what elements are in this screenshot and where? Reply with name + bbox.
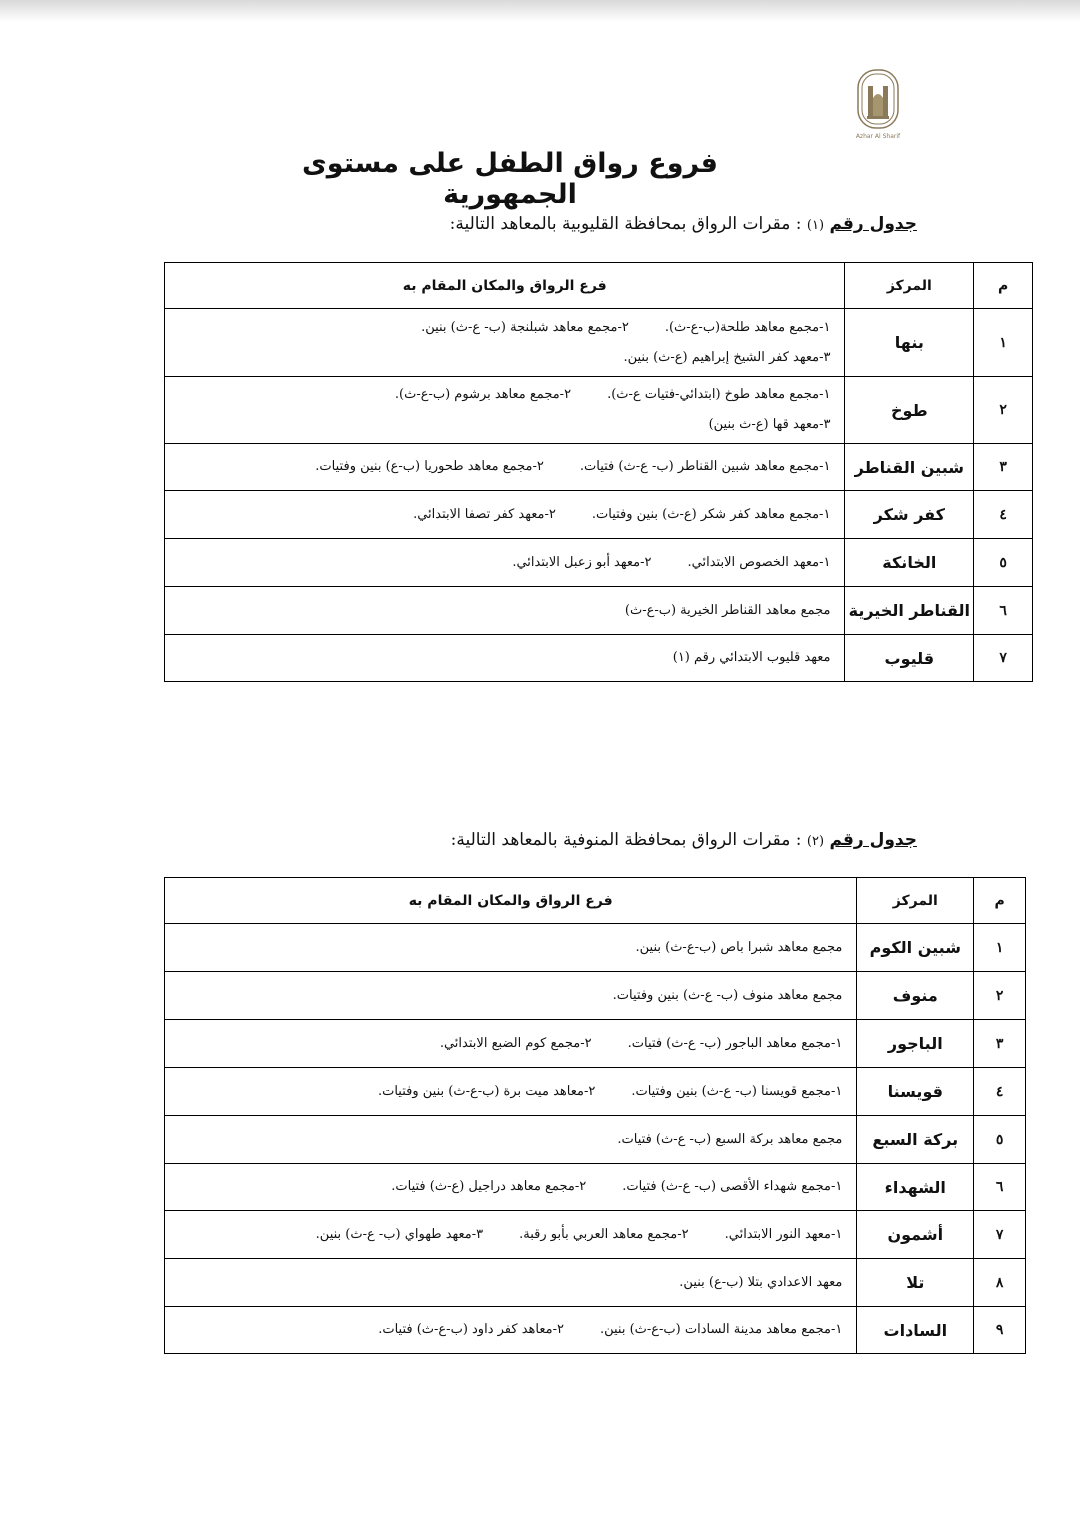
svg-text:Azhar Al Sharif: Azhar Al Sharif <box>855 133 901 140</box>
branch-item: مجمع معاهد بركة السبع (ب- ع-ث) فتيات. <box>617 1131 843 1147</box>
header-num: م <box>974 878 1026 924</box>
row-number: ١ <box>974 309 1033 377</box>
branch-cell <box>165 1068 857 1116</box>
table-menoufia <box>164 877 1026 1354</box>
table-row <box>165 1259 1026 1307</box>
al-azhar-logo <box>854 68 902 142</box>
table1-caption-label: جدول رقم <box>829 214 917 234</box>
branch-line <box>165 981 842 1011</box>
branch-cell <box>165 1259 857 1307</box>
row-number: ٧ <box>974 635 1033 682</box>
branch-cell <box>165 1020 857 1068</box>
center-name: بنها <box>845 309 974 377</box>
branch-item: ٢-مجمع معاهد برشوم (ب-ع-ث). <box>394 387 572 402</box>
branch-line <box>165 596 830 626</box>
branch-item: معهد قليوب الابتدائي رقم (١) <box>672 650 831 665</box>
table-row <box>165 1307 1026 1354</box>
table-row <box>165 924 1026 972</box>
center-name: كفر شكر <box>845 491 974 539</box>
branch-cell <box>165 539 845 587</box>
row-number: ٦ <box>974 587 1033 635</box>
table-row <box>165 587 1033 635</box>
center-name: القناطر الخيرية <box>845 587 974 635</box>
row-number: ٣ <box>974 1020 1026 1068</box>
branch-line <box>165 1220 842 1250</box>
branch-cell <box>165 377 845 444</box>
branch-cell <box>165 309 845 377</box>
table-row <box>165 972 1026 1020</box>
center-name: أشمون <box>857 1211 974 1259</box>
table-row <box>165 1068 1026 1116</box>
table-row <box>165 377 1033 444</box>
branch-item: ٢-معهد كفر تصفا الابتدائي. <box>413 506 556 522</box>
branch-cell <box>165 1116 857 1164</box>
table-row <box>165 444 1033 491</box>
branch-item: مجمع معاهد شبرا باص (ب-ع-ث) بنين. <box>635 939 843 955</box>
row-number: ٤ <box>974 491 1033 539</box>
table-row <box>165 539 1033 587</box>
row-number: ٢ <box>974 377 1033 444</box>
table-qalyubia <box>164 262 1033 682</box>
center-name: بركة السبع <box>857 1116 974 1164</box>
branch-item: ١-مجمع معاهد شبين القناطر (ب- ع-ث) فتيات. <box>579 459 831 474</box>
center-name: شبين القناطر <box>845 444 974 491</box>
row-number: ١ <box>974 924 1026 972</box>
table-row <box>165 1020 1026 1068</box>
branch-line <box>165 1172 842 1202</box>
branch-line <box>165 933 842 963</box>
branch-line: ٣-معهد قها (ع-ث بنين) <box>708 417 831 432</box>
table2-caption-label: جدول رقم <box>829 830 917 850</box>
table2-caption-number: (٢) <box>806 834 825 849</box>
branch-item: ٢-مجمع معاهد طحوريا (ب-ع) بنين وفتيات. <box>315 459 544 474</box>
branch-cell <box>165 444 845 491</box>
branch-item: ١-مجمع قويسنا (ب- ع-ث) بنين وفتيات. <box>631 1083 843 1099</box>
branch-line <box>165 313 830 343</box>
branch-line: ٣-معهد كفر الشيخ إبراهيم (ع-ث) بنين. <box>623 349 831 365</box>
header-center: المركز <box>845 263 974 309</box>
branch-line <box>165 1315 842 1345</box>
row-number: ٩ <box>974 1307 1026 1354</box>
page-title: فروع رواق الطفل على مستوى الجمهورية <box>302 148 718 210</box>
branch-item: معهد الاعدادي بتلا (ب-ع) بنين. <box>679 1274 843 1290</box>
branch-cell <box>165 1164 857 1211</box>
branch-line <box>165 452 830 482</box>
branch-cell <box>165 924 857 972</box>
branch-cell <box>165 635 845 682</box>
branch-item: ٢-مجمع معاهد العربي بأبو رقبة. <box>519 1226 689 1242</box>
branch-item: ٢-مجمع كوم الضبع الابتدائي. <box>439 1035 592 1051</box>
center-name: طوخ <box>845 377 974 444</box>
center-name: شبين الكوم <box>857 924 974 972</box>
branch-line <box>165 500 830 530</box>
center-name: الخانكة <box>845 539 974 587</box>
branch-item: مجمع معاهد منوف (ب- ع-ث) بنين وفتيات. <box>612 987 843 1003</box>
branch-item: ١-مجمع معاهد مدينة السادات (ب-ع-ث) بنين. <box>599 1322 843 1337</box>
table-row <box>165 1164 1026 1211</box>
branch-cell <box>165 1307 857 1354</box>
branch-cell <box>165 972 857 1020</box>
branch-item: ١-مجمع معاهد طلحة(ب-ع-ث). <box>664 319 831 335</box>
header-branch: فرع الرواق والمكان المقام به <box>165 878 857 924</box>
center-name: تلا <box>857 1259 974 1307</box>
branch-item: ١-معهد الخصوص الابتدائي. <box>687 554 831 570</box>
table-row <box>165 309 1033 377</box>
branch-item: ١-مجمع معاهد طوخ (ابتدائي-فتيات ع-ث). <box>607 387 831 402</box>
table2-caption <box>451 830 917 850</box>
row-number: ٢ <box>974 972 1026 1020</box>
row-number: ٦ <box>974 1164 1026 1211</box>
center-name: الشهداء <box>857 1164 974 1211</box>
header-branch: فرع الرواق والمكان المقام به <box>165 263 845 309</box>
table-header-row <box>165 263 1033 309</box>
branch-item: ٢-معاهد كفر داود (ب-ع-ث) فتيات. <box>378 1322 564 1337</box>
center-name: الباجور <box>857 1020 974 1068</box>
header-center: المركز <box>857 878 974 924</box>
branch-line <box>165 643 830 673</box>
branch-line <box>165 380 830 410</box>
table-row <box>165 491 1033 539</box>
top-shadow <box>0 0 1080 22</box>
branch-line <box>165 1029 842 1059</box>
branch-item: ٢-معهد أبو زعبل الابتدائي. <box>512 554 652 570</box>
center-name: منوف <box>857 972 974 1020</box>
table2-caption-text: : مقرات الرواق بمحافظة المنوفية بالمعاهد التالية: <box>450 830 802 850</box>
branch-item: ١-مجمع معاهد كفر شكر (ع-ث) بنين وفتيات. <box>591 506 831 522</box>
center-name: قويسنا <box>857 1068 974 1116</box>
row-number: ٥ <box>974 539 1033 587</box>
branch-cell <box>165 491 845 539</box>
branch-item: ٢-معاهد ميت برة (ب-ع-ث) بنين وفتيات. <box>377 1083 596 1099</box>
table-row <box>165 1116 1026 1164</box>
branch-item: مجمع معاهد القناطر الخيرية (ب-ع-ث) <box>624 602 831 618</box>
table-row <box>165 635 1033 682</box>
branch-line <box>165 548 830 578</box>
row-number: ٥ <box>974 1116 1026 1164</box>
center-name: السادات <box>857 1307 974 1354</box>
row-number: ٨ <box>974 1259 1026 1307</box>
branch-item: ٢-مجمع معاهد شبلنجة (ب- ع-ث) بنين. <box>421 319 629 335</box>
branch-line <box>165 1077 842 1107</box>
branch-item: ١-مجمع معاهد الباجور (ب- ع-ث) فتيات. <box>627 1035 843 1051</box>
row-number: ٤ <box>974 1068 1026 1116</box>
table1-caption <box>450 214 917 234</box>
branch-cell <box>165 587 845 635</box>
branch-item: ١-مجمع شهداء الأقصى (ب- ع-ث) فتيات. <box>622 1179 843 1194</box>
header-num: م <box>974 263 1033 309</box>
branch-cell <box>165 1211 857 1259</box>
branch-item: ٢-مجمع معاهد دراجيل (ع-ث) فتيات. <box>391 1179 587 1194</box>
table-header-row <box>165 878 1026 924</box>
row-number: ٧ <box>974 1211 1026 1259</box>
branch-item: ٣-معهد طهواي (ب- ع-ث) بنين. <box>315 1226 484 1242</box>
branch-line <box>165 1125 842 1155</box>
branch-line <box>165 1268 842 1298</box>
table1-caption-number: (١) <box>806 218 825 233</box>
branch-item: ١-معهد النور الابتدائي. <box>724 1226 843 1242</box>
center-name: قليوب <box>845 635 974 682</box>
table-row <box>165 1211 1026 1259</box>
table1-caption-text: : مقرات الرواق بمحافظة القليوبية بالمعاهد التالية: <box>449 214 802 234</box>
row-number: ٣ <box>974 444 1033 491</box>
